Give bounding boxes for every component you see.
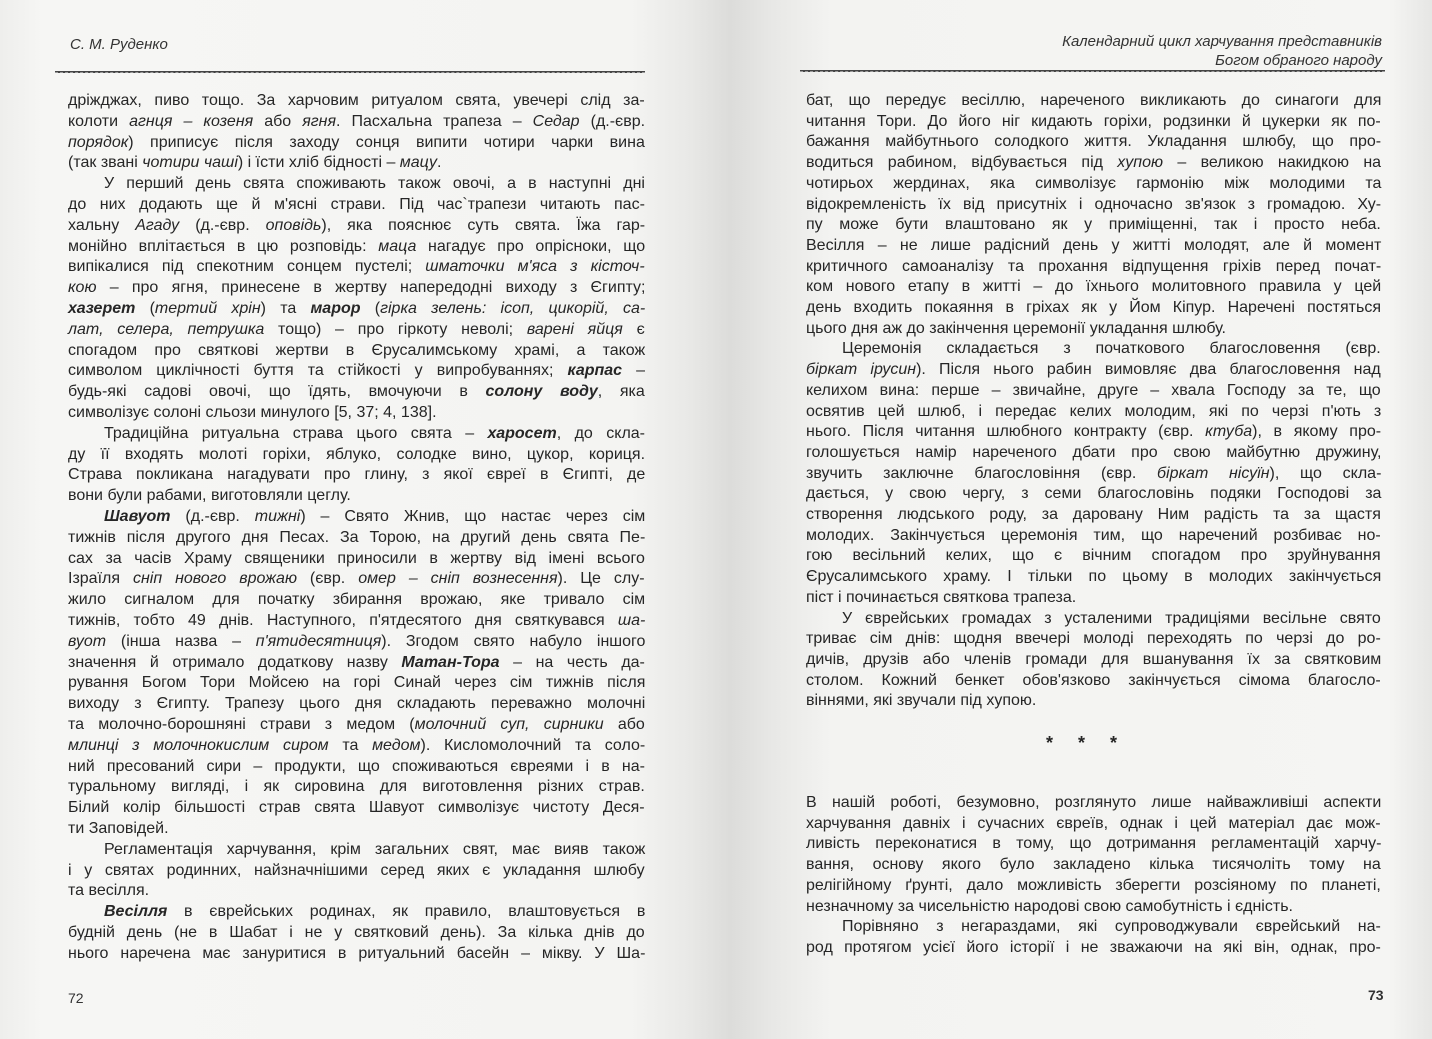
text-line: [68, 756, 645, 777]
italic-term: тертий хрін: [154, 300, 261, 317]
text-run: або: [603, 716, 645, 733]
text-line: [68, 236, 645, 257]
text-line: [806, 628, 1381, 649]
text-line: [806, 545, 1381, 566]
text-line: [68, 652, 645, 673]
text-run: бат, що передує весіллю, нареченого викликають до синагоги для: [806, 92, 1382, 109]
text-run: бажання майбутнього солодкого життя. Укладання шлюбу, що про-: [806, 133, 1382, 151]
text-run: ний пресований сири – продукти, що споживаються євреями і в на-: [68, 757, 645, 775]
text-run: , до скла-: [556, 424, 645, 442]
text-line: [68, 298, 645, 319]
paragraph-first-line: [842, 608, 1381, 629]
text-line: [806, 111, 1381, 132]
text-run: – про ягня, принесене в жертву напередодні виходу з Єгипту;: [96, 279, 646, 297]
text-run: колоти: [68, 112, 130, 130]
text-run: тижнів після другого дня Песах. За Торою, на другий день свята Пе-: [68, 528, 646, 546]
italic-term: біркат ірусин: [806, 361, 917, 379]
italic-term: хупою: [1117, 154, 1164, 172]
text-line: [806, 875, 1381, 896]
paragraph-first-line: [104, 839, 645, 860]
text-run: – на честь да-: [499, 653, 645, 671]
text-run: водиться рабином, відбувається під: [806, 154, 1118, 172]
text-run: –: [622, 362, 646, 380]
header-rule: [800, 70, 1385, 72]
paragraph-first-line: [104, 901, 645, 922]
text-run: релігійному ґрунті, дало можливість зберегти розсіяному по планеті,: [806, 876, 1381, 894]
text-run: ). Згодом свято набуло іншого: [381, 632, 646, 650]
text-run: критичного самоаналізу та прохання відпущення гріхів перед почат-: [806, 257, 1382, 275]
text-line: [68, 381, 645, 402]
italic-term: чотири чаші: [142, 154, 238, 172]
text-line: [68, 922, 645, 943]
text-line: [806, 525, 1381, 546]
text-run: У єврейських громадах з усталеними традиціями весільне свято: [842, 609, 1381, 627]
text-run: Регламентація харчування, крім загальних свят, має вияв також: [104, 840, 646, 858]
text-run: Весілля – не лише радісний день у житті молодят, але й момент: [806, 236, 1382, 254]
text-run: ) та: [260, 300, 311, 317]
text-run: виходу з Єгипту. Трапезу цього дня складають переважно молочні: [68, 695, 646, 713]
text-line: [68, 589, 645, 610]
italic-term: біркат нісуїн: [1157, 464, 1270, 482]
text-run: Церемонія складається з початкового благословення (євр.: [842, 340, 1381, 358]
text-run: нагадує про опрісноки, що: [416, 237, 646, 255]
text-run: монійно вплітається в цю розповідь:: [68, 237, 379, 255]
text-line: [806, 833, 1381, 854]
text-line: [68, 319, 645, 340]
text-line: [68, 714, 645, 735]
text-run: є: [622, 320, 645, 338]
bold-italic-term: харосет: [487, 424, 557, 442]
text-line: [68, 194, 645, 215]
italic-term: Агаду: [135, 216, 180, 234]
text-run: символом циклічності буття та стійкості у випробуваннях;: [68, 362, 568, 380]
text-line: [806, 421, 1381, 442]
text-run: або: [253, 112, 303, 130]
text-run: ), яка пояснює суть свята. Їжа гар-: [321, 216, 646, 234]
text-line: [68, 631, 645, 652]
text-run: туральному вигляді, і як сировина для виготовлення різних страв.: [68, 778, 645, 796]
text-line: [806, 401, 1381, 422]
text-line: [68, 610, 645, 631]
text-run: ) – Свято Жнив, що настає через сім: [300, 508, 646, 525]
text-run: (д.-євр.: [170, 508, 255, 525]
paragraph-first-line: [842, 916, 1381, 937]
running-header-author: С. М. Руденко: [70, 36, 168, 53]
text-run: В нашій роботі, безумовно, розглянуто лише найважливіші аспекти: [806, 794, 1382, 811]
text-line: [806, 442, 1381, 463]
text-line: [68, 90, 645, 111]
italic-term: маца: [378, 237, 417, 255]
text-line: [806, 813, 1381, 834]
italic-term: ягня: [302, 112, 337, 130]
text-run: (д.-євр.: [579, 112, 646, 130]
text-run: Порівняно з негараздами, які супроводжували єврейський на-: [842, 918, 1381, 936]
text-line: [806, 670, 1381, 691]
text-line: [68, 111, 645, 132]
text-line: [806, 483, 1381, 504]
text-line: [68, 776, 645, 797]
text-run: Єрусалимського храму. І тільки по цьому в молодих закінчується: [806, 568, 1382, 586]
italic-term: лат, селера, петрушка: [68, 320, 265, 338]
text-line: [806, 896, 1293, 917]
text-run: .: [436, 154, 442, 172]
text-run: тижнів, тобто 49 днів. Наступного, п'ятдесятого дня святкувався: [68, 612, 618, 629]
text-line: [68, 215, 645, 236]
text-run: хальну: [68, 216, 136, 234]
bold-italic-term: солону воду: [485, 383, 598, 401]
text-run: У перший день свята споживають також овочі, а в наступні дні: [104, 175, 645, 193]
running-header-line: Богом обраного народу: [1215, 52, 1382, 69]
italic-term: шматочки м'яса з кісточ-: [425, 258, 645, 276]
text-run: вання, основу якого було закладено кілька тисячоліть тому на: [806, 856, 1381, 874]
text-line: [806, 256, 1381, 277]
text-run: піст і починається святкова трапеза.: [806, 588, 1077, 606]
text-run: відокремленість їх від присутніх і одночасно зв'язок з громадою. Ху-: [806, 195, 1382, 213]
bold-italic-term: Весілля: [104, 903, 168, 921]
header-rule: [55, 71, 645, 73]
text-run: віннями, які звучали під хупою.: [806, 692, 1037, 710]
text-run: ), в якому про-: [1252, 423, 1382, 441]
right-page: [716, 0, 1432, 1039]
paragraph-first-line: [104, 506, 645, 527]
text-line: [806, 276, 1381, 297]
text-line: [806, 792, 1381, 813]
text-run: . Пасхальна трапеза –: [336, 112, 533, 130]
text-run: символізує солоні сльози минулого [5, 37; 4, 138].: [68, 404, 437, 421]
text-run: столом. Кожний бенкет обов'язково закінчується сімома благосло-: [806, 671, 1381, 689]
text-run: ливість переконатися в тому, що дотримання регламентацій харчу-: [806, 835, 1382, 853]
bold-italic-term: марор: [310, 300, 361, 317]
italic-term: кою: [68, 279, 97, 297]
page-number: 72: [68, 990, 84, 1006]
text-run: дичів, друзів або членів громади для вшанування їх за святковим: [806, 650, 1382, 668]
text-run: сах за часів Храму священики приносили в жертву від імені всього: [68, 549, 645, 567]
text-line: [806, 649, 1381, 670]
text-run: ду її входять молоті горіхи, яблуко, солодке вино, цукор, кориця.: [68, 445, 646, 463]
text-line: [806, 194, 1381, 215]
text-run: (д.-євр.: [179, 216, 266, 234]
text-run: (: [135, 300, 155, 317]
text-line: [68, 880, 149, 901]
text-run: ), що скла-: [1269, 464, 1382, 482]
text-run: в єврейських родинах, як правило, влаштовується в: [167, 903, 646, 921]
running-header-line: Календарний цикл харчування представників: [1062, 33, 1382, 50]
text-line: [68, 402, 437, 423]
section-separator: * * *: [1046, 733, 1128, 753]
text-line: [806, 380, 1381, 401]
italic-term: вуот: [68, 632, 107, 650]
text-line: [68, 860, 645, 881]
text-line: [68, 735, 645, 756]
text-line: [68, 818, 169, 839]
italic-term: п'ятидесятниця: [255, 632, 382, 650]
italic-term: тижні: [254, 508, 301, 525]
text-line: [806, 131, 1381, 152]
italic-term: гірка зелень: ісоп, цикорій, са-: [380, 300, 646, 317]
text-line: [68, 360, 645, 381]
page-number: 73: [1368, 987, 1384, 1003]
text-run: тощо) – про гіркоту неволі;: [264, 320, 527, 338]
text-line: [806, 297, 1381, 318]
text-line: [806, 566, 1381, 587]
text-run: харчування давніх і сучасних євреїв, однак і цей матеріал дає мож-: [806, 814, 1381, 832]
text-line: [806, 152, 1381, 173]
text-run: ком нового етапу в житті – до їхнього молитовного правила у цей: [806, 278, 1382, 296]
text-run: читання Тори. До його ніг кидають горіхи, родзинки й цукерки як по-: [806, 112, 1381, 130]
paragraph-first-line: [104, 423, 645, 444]
text-line: [68, 464, 645, 485]
text-run: (інша назва –: [106, 632, 256, 650]
text-run: та весілля.: [68, 882, 150, 900]
italic-term: мацу: [399, 154, 437, 172]
bold-italic-term: хазерет: [68, 300, 136, 317]
text-line: [68, 797, 645, 818]
text-run: молодих. Закінчується церемонія тим, що наречений розбиває но-: [806, 526, 1381, 544]
text-run: гою весільний келих, що є вічним спогадом про зруйнування: [806, 547, 1381, 565]
text-line: [806, 690, 1036, 711]
text-line: [806, 90, 1381, 111]
italic-term: ктуба: [1205, 423, 1253, 441]
text-line: [806, 937, 1381, 958]
text-line: [68, 256, 645, 277]
text-line: [68, 672, 645, 693]
text-line: [806, 587, 1076, 608]
text-run: Страва покликана нагадувати про глину, з якої євреї в Єгипті, де: [68, 466, 646, 484]
text-run: та молочно-борошняні страви з медом (: [68, 716, 415, 733]
text-run: голошується намір нареченого дбати про свою майбутню дружину,: [806, 443, 1382, 461]
text-line: [68, 943, 645, 964]
italic-term: омер – сніп вознесення: [358, 570, 558, 588]
text-run: нього. Після читання шлюбного контракту (євр.: [806, 423, 1206, 441]
text-run: Ізраїля: [68, 570, 133, 588]
paragraph-first-line: [842, 338, 1381, 359]
bold-italic-term: Матан-Тора: [401, 653, 500, 671]
text-line: [68, 277, 645, 298]
text-run: та: [328, 736, 373, 754]
italic-term: медом: [372, 736, 421, 754]
text-run: будній день (не в Шабат і не у святковий день). За кілька днів до: [68, 924, 645, 941]
text-run: – великою накидкою на: [1163, 154, 1382, 172]
italic-term: ша-: [617, 612, 646, 629]
running-header-title: [1062, 32, 1382, 70]
text-line: [806, 318, 1226, 339]
text-run: цього дня аж до закінчення церемонії укладання шлюбу.: [806, 319, 1226, 337]
text-run: ти Заповідей.: [68, 820, 169, 837]
text-run: ). Кисломолочний та соло-: [420, 736, 646, 754]
text-run: випікалися під спекотним сонцем пустелі;: [68, 258, 426, 276]
italic-term: сніп нового врожаю: [132, 570, 297, 588]
bold-italic-term: карпас: [567, 362, 623, 380]
text-run: (євр.: [296, 570, 359, 588]
text-run: звучить заключне благословіння (євр.: [806, 464, 1158, 482]
italic-term: порядок: [68, 133, 129, 151]
text-run: келихом вина: перше – звичайне, друге – хвала Господу за те, що: [806, 381, 1381, 399]
text-run: нього наречена має зануритися в ритуальний басейн – мікву. У Ша-: [68, 944, 646, 962]
italic-term: варені яйця: [526, 320, 623, 338]
text-line: [68, 132, 645, 153]
text-run: вони були рабами, виготовляли цеглу.: [68, 487, 351, 505]
italic-term: оповідь: [265, 216, 322, 234]
text-run: будь-які садові овочі, що їдять, вмочуючи в: [68, 383, 486, 401]
italic-term: молочний суп, сирники: [414, 716, 604, 733]
text-run: рування Богом Тори Мойсею на горі Синай через сім тижнів після: [68, 674, 646, 692]
text-line: [806, 235, 1381, 256]
text-line: [68, 485, 351, 506]
text-run: спогадом про святкові жертви в Єрусалимському храмі, а також: [68, 341, 646, 359]
text-run: жило сигналом для початку збирання врожаю, яке тривало сім: [68, 591, 646, 609]
text-line: [68, 693, 645, 714]
italic-term: агнця – козеня: [129, 112, 254, 130]
text-run: пу може бути влаштовано як у приміщенні, так і просто неба.: [806, 216, 1381, 234]
text-run: род протягом усієї його історії і не зважаючи на які він, однак, про-: [806, 938, 1381, 956]
text-run: , яка: [597, 383, 645, 401]
text-run: і у святах родинних, найзначнішими серед яких є укладання шлюбу: [68, 861, 645, 879]
text-run: ) приписує після заходу сонця випити чотири чарки вина: [128, 133, 645, 151]
text-line: [68, 527, 645, 548]
text-run: до них додають ще й м'ясні страви. Під час`трапези читають пас-: [68, 196, 645, 213]
text-run: дається, у свою чергу, з семи благословінь подяки Господові за: [806, 485, 1382, 503]
italic-term: млинці з молочнокислим сиром: [68, 736, 329, 754]
paragraph-first-line: [104, 173, 645, 194]
text-line: [806, 463, 1381, 484]
text-line: [806, 359, 1381, 380]
text-line: [806, 854, 1381, 875]
italic-term: Седар: [532, 112, 580, 130]
text-line: [806, 214, 1381, 235]
text-run: ) і їсти хліб бідності –: [237, 154, 400, 172]
bold-italic-term: Шавуот: [104, 508, 171, 525]
text-run: ). Це слу-: [557, 570, 645, 588]
text-run: (: [360, 300, 381, 317]
text-run: Традиційна ритуальна страва цього свята –: [104, 424, 488, 442]
text-line: [806, 504, 1381, 525]
text-run: дріжджах, пиво тощо. За харчовим ритуалом свята, увечері слід за-: [68, 92, 645, 109]
text-line: [806, 173, 1381, 194]
text-run: освятив цей шлюб, і передає келих молодим, які по черзі п'ють з: [806, 402, 1382, 420]
text-run: створення людського роду, за даровану Ним радість та за щастя: [806, 506, 1381, 523]
text-line: [68, 568, 645, 589]
text-run: чотирьох жердинах, яка символізує гармонію між молодими та: [806, 174, 1382, 192]
text-run: день входить покаяння в гріхах як у Йом Кіпур. Наречені постяться: [806, 299, 1381, 316]
text-run: (так звані: [68, 154, 143, 172]
text-line: [68, 548, 645, 569]
text-run: незначному за чисельністю народові свою самобутність і єдність.: [806, 897, 1293, 915]
text-run: ). Після нього рабин вимовляє два благословення над: [916, 361, 1381, 379]
text-run: значення й отримало додаткову назву: [68, 653, 402, 671]
text-line: [68, 340, 645, 361]
text-run: Білий колір більшості страв свята Шавуот символізує чистоту Деся-: [68, 799, 645, 817]
text-line: [68, 444, 645, 465]
text-line: [68, 152, 441, 173]
text-run: триває сім днів: щодня ввечері молоді переходять по черзі до ро-: [806, 630, 1381, 648]
